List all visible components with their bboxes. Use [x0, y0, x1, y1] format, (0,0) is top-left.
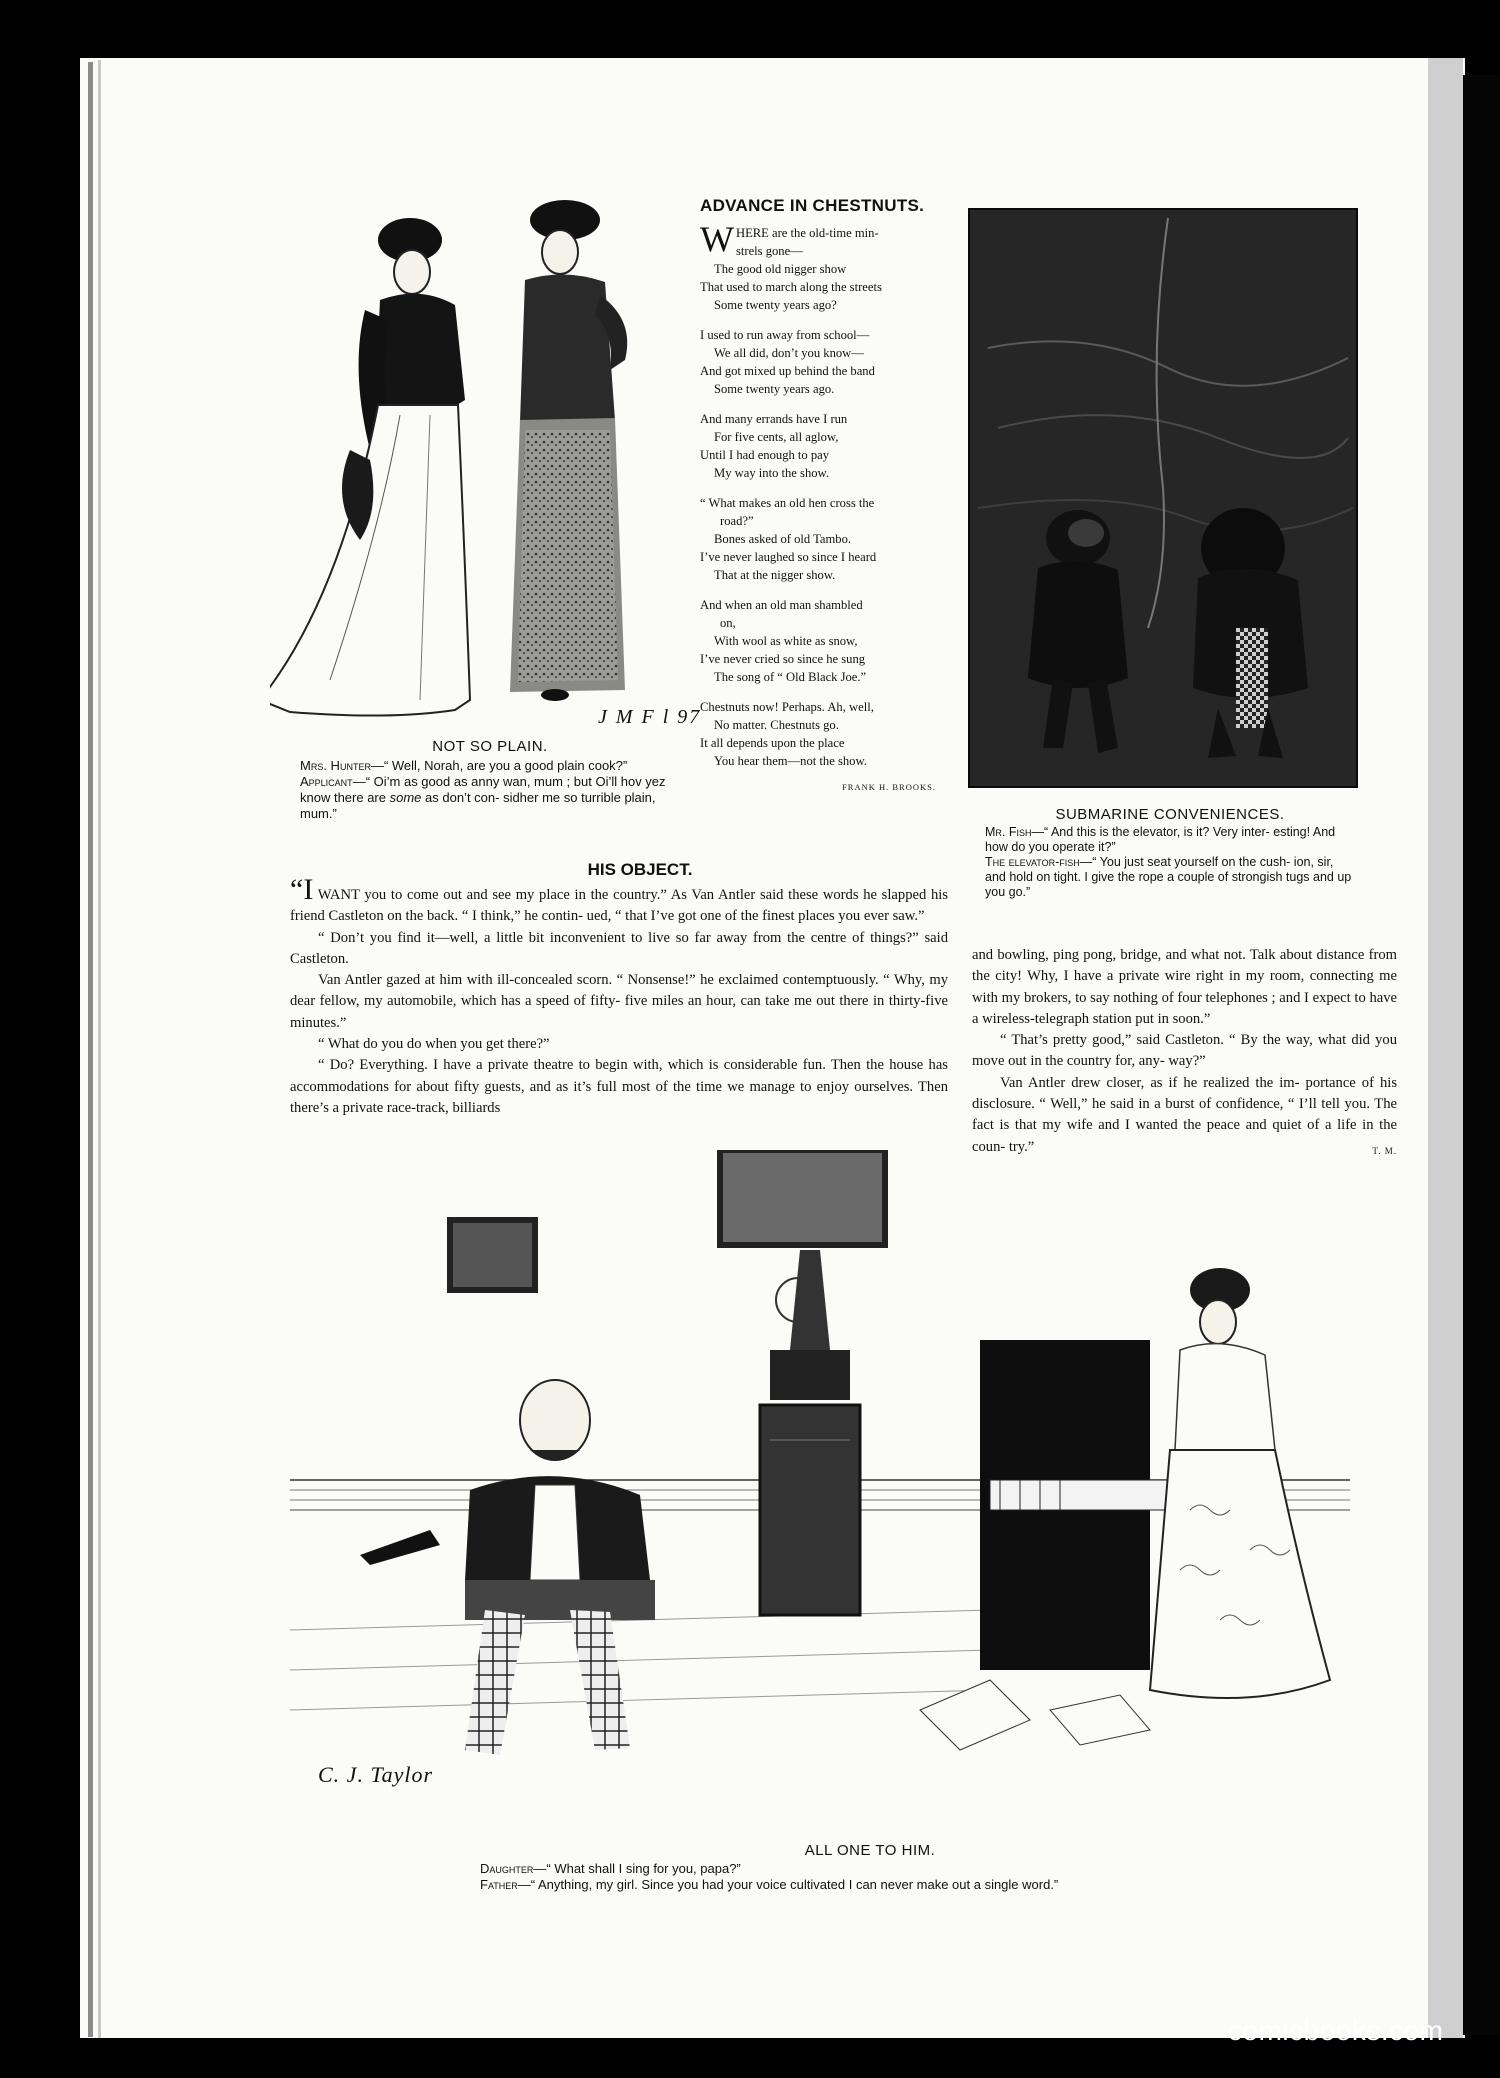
poem-byline: FRANK H. BROOKS.	[842, 782, 936, 792]
caption-cartoon2	[985, 806, 1355, 900]
poem-line: on,	[720, 616, 736, 630]
dialogue-text: —“ And this is the elevator, is it? Very inter- esting! And how do you operate it?”	[985, 825, 1336, 854]
watermark: comicbooks.com	[1228, 2015, 1444, 2046]
binding-shadow	[1463, 75, 1500, 2035]
caption-line	[300, 758, 680, 774]
page-edge	[88, 62, 93, 2037]
poem-line: And many errands have I run	[700, 412, 848, 426]
caption-line	[480, 1877, 1260, 1893]
dialogue-text: —“ Oi’m as good as anny wan, mum ; but Oi’ll hov yez know there are	[300, 774, 666, 805]
story-paragraph: “ Don’t you find it—well, a little bit inconvenient to live so far away from the centre of things?” said Castleton.	[290, 929, 948, 967]
poem-stanza	[700, 219, 950, 314]
story-column-1	[290, 873, 948, 1119]
story-initials: T. M.	[1372, 1145, 1397, 1156]
caption-line	[985, 825, 1355, 855]
poem-stanza	[700, 410, 950, 482]
story-text: WANT you to come out and see my place in the country.” As Van Antler said these words he slapped his friend Castleton on the back. “ I think,” he contin- ued, “ that I’ve got one of the finest places you ever saw.”	[290, 887, 948, 925]
poem-stanza	[700, 596, 950, 686]
poem-line: We all did, don’t you know—	[714, 346, 864, 360]
poem-line: Bones asked of old Tambo.	[714, 532, 852, 546]
poem-line: road?”	[720, 514, 754, 528]
illustration-submarine	[968, 208, 1358, 788]
poem-line: That used to march along the streets	[700, 280, 882, 294]
poem-line: The song of “ Old Black Joe.”	[714, 670, 867, 684]
poem-line: Some twenty years ago?	[714, 298, 837, 312]
story-paragraph: Van Antler gazed at him with ill-concealed scorn. “ Nonsense!” he exclaimed contemptuously. “ Why, my dear fellow, my automobile, which has a speed of fifty- five miles an hour, can take me out there in thirty-five minutes.”	[290, 972, 948, 1031]
poem-line: With wool as white as snow,	[714, 634, 858, 648]
speaker-label: Daughter	[480, 1861, 534, 1876]
illustration-two-women	[270, 200, 690, 740]
poem-line: No matter. Chestnuts go.	[714, 718, 839, 732]
speaker-label: The elevator-fish	[985, 855, 1080, 869]
drop-cap: I	[303, 873, 314, 906]
emphasis-text: some	[389, 790, 422, 805]
opening-quote: “	[290, 873, 304, 906]
story-paragraph: “ Do? Everything. I have a private theatre to begin with, which is considerable fun. Then the house has accommodations for about fifty guests, and as it’s full most of the time we manage to enjoy ourselves. Then there’s a private race-track, billiards	[290, 1057, 948, 1116]
poem-line: “ What makes an old hen cross the	[700, 496, 875, 510]
poem-line: I’ve never cried so since he sung	[700, 652, 866, 666]
poem-line: It all depends upon the place	[700, 736, 845, 750]
poem-body	[700, 219, 950, 796]
story-paragraph: “ That’s pretty good,” said Castleton. “ By the way, what did you move out in the country for, any- way?”	[972, 1032, 1397, 1070]
page-edge-inner	[98, 60, 101, 2038]
poem-line: For five cents, all aglow,	[714, 430, 839, 444]
story-paragraph: and bowling, ping pong, bridge, and what not. Talk about distance from the city! Why, I have a private wire right in my room, connecting me with my brokers, to say nothing of four telephones ; and I expect to have a wireless-telegraph station put in soon.”	[972, 947, 1397, 1027]
poem-stanza	[700, 326, 950, 398]
dialogue-text: —“ You just seat yourself on the cush- ion, sir, and hold on tight. I give the rope a couple of strongish tugs and up you go.”	[985, 855, 1352, 899]
dialogue-text: —“ Well, Norah, are you a good plain cook?”	[370, 758, 628, 773]
poem-line: You hear them—not the show.	[714, 754, 867, 768]
signature-cartoon1: J M F l 97	[598, 706, 702, 728]
story-column-2	[972, 945, 1397, 1162]
speaker-label: Applicant	[300, 774, 353, 789]
caption-line	[300, 774, 680, 822]
caption-cartoon1	[300, 738, 680, 822]
poem-line: strels gone—	[735, 244, 803, 258]
poem-stanza	[700, 494, 950, 584]
caption-title: ALL ONE TO HIM.	[804, 1842, 936, 1859]
story-text: Van Antler drew closer, as if he realized the im- portance of his disclosure. “ Well,” he said in a burst of confidence, “ I’ll tell you. The fact is that my wife and I wanted the peace and quiet of a life in the coun- try.”	[972, 1074, 1397, 1155]
story-title: HIS OBJECT.	[587, 860, 693, 879]
caption-line	[480, 1861, 1260, 1877]
speaker-label: Mr. Fish	[985, 825, 1032, 839]
speaker-label: Father	[480, 1877, 518, 1892]
story-paragraph	[972, 1073, 1397, 1158]
story-paragraph: “ What do you do when you get there?”	[318, 1036, 550, 1053]
dialogue-text: as don’t con- sidher me so turrible plain, mum.”	[300, 790, 656, 821]
poem-line: Some twenty years ago.	[714, 382, 835, 396]
caption-line	[985, 855, 1355, 900]
poem-line: I’ve never laughed so since I heard	[700, 550, 877, 564]
signature-cartoon3: C. J. Taylor	[318, 1762, 434, 1787]
facing-page-strip	[1428, 58, 1463, 2038]
drop-cap: W	[700, 219, 734, 259]
dialogue-text: —“ What shall I sing for you, papa?”	[533, 1861, 741, 1876]
poem-line: My way into the show.	[714, 466, 829, 480]
poem-line: And got mixed up behind the band	[700, 364, 875, 378]
poem-stanza	[700, 698, 950, 770]
speaker-label: Mrs. Hunter	[300, 758, 371, 773]
poem-line: The good old nigger show	[714, 262, 847, 276]
poem-title: ADVANCE IN CHESTNUTS.	[700, 196, 925, 215]
caption-title: SUBMARINE CONVENIENCES.	[1055, 806, 1285, 823]
poem-line: Chestnuts now! Perhaps. Ah, well,	[700, 700, 874, 714]
dialogue-text: —“ Anything, my girl. Since you had your voice cultivated I can never make out a single word.”	[517, 1877, 1059, 1892]
caption-cartoon3	[480, 1842, 1260, 1893]
poem-line: And when an old man shambled	[700, 598, 863, 612]
poem-line: That at the nigger show.	[714, 568, 836, 582]
poem-line: I used to run away from school—	[700, 328, 870, 342]
caption-title: NOT SO PLAIN.	[432, 738, 548, 755]
story-paragraph	[290, 873, 948, 928]
illustration-parlor	[290, 1150, 1350, 1790]
poem-line: HERE are the old-time min-	[735, 226, 879, 240]
poem-line: Until I had enough to pay	[700, 448, 830, 462]
